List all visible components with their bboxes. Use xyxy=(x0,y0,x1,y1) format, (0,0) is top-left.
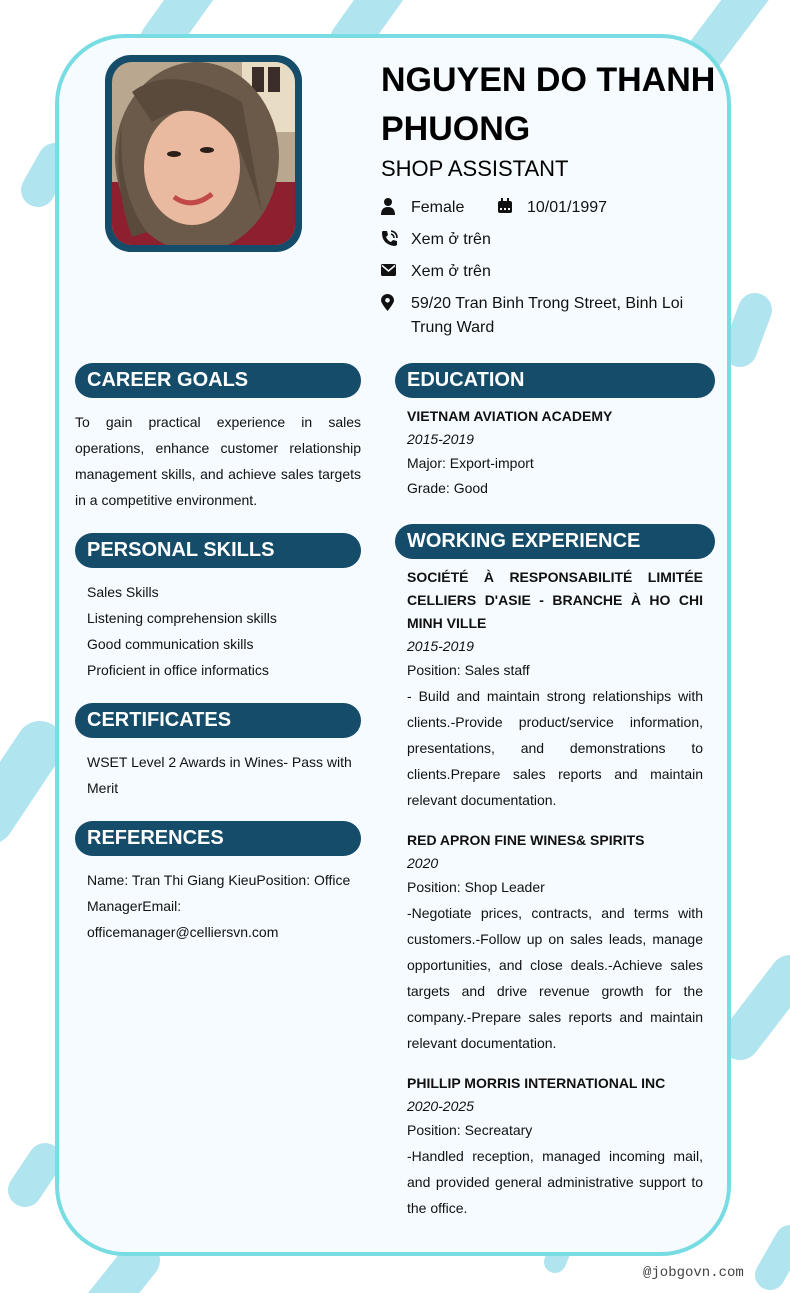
education-entry xyxy=(407,405,703,501)
job-entry xyxy=(407,566,703,813)
gender-value: Female xyxy=(411,199,465,216)
stripe xyxy=(38,160,55,190)
profile-photo-frame xyxy=(105,55,302,252)
job-description: -Negotiate prices, contracts, and terms with customers.-Follow up on sales leads, manage opportunities, and close deals.-Achieve sales targets and drive revenue growth for the company.-Prepare sales reports and maintain relevant documentation. xyxy=(407,905,703,1051)
stripe xyxy=(100,1260,140,1293)
job-period: 2020-2025 xyxy=(407,1098,474,1114)
skill-item: Good communication skills xyxy=(87,636,254,652)
job-entry xyxy=(407,829,703,1056)
job-position: Position: Sales staff xyxy=(407,662,530,678)
job-title: SHOP ASSISTANT xyxy=(381,156,569,181)
company-name: RED APRON FINE WINES& SPIRITS xyxy=(407,832,645,848)
personal-skills-heading: PERSONAL SKILLS xyxy=(75,533,361,568)
address-row xyxy=(381,292,701,340)
job-description: -Handled reception, managed incoming mail, and provided general administrative support to the office. xyxy=(407,1148,703,1216)
stripe xyxy=(740,975,790,1040)
references-heading: REFERENCES xyxy=(75,821,361,856)
birthdate-row xyxy=(497,196,607,220)
skill-item: Listening comprehension skills xyxy=(87,610,277,626)
stripe xyxy=(25,1160,45,1190)
company-name: SOCIÉTÉ À RESPONSABILITÉ LIMITÉE CELLIERS D'ASIE - BRANCHE À HO CHI MINH VILLE xyxy=(407,569,703,631)
education-major: Major: Export-import xyxy=(407,455,534,471)
skills-list xyxy=(87,579,357,683)
phone-icon xyxy=(381,228,411,248)
working-experience-heading: WORKING EXPERIENCE xyxy=(395,524,715,559)
calendar-icon xyxy=(497,196,527,216)
email-value: Xem ở trên xyxy=(411,263,491,280)
skill-item: Sales Skills xyxy=(87,584,159,600)
job-position: Position: Shop Leader xyxy=(407,879,545,895)
candidate-name: NGUYEN DO THANH PHUONG xyxy=(381,61,716,148)
job-period: 2020 xyxy=(407,855,439,871)
job-entry xyxy=(407,1072,703,1221)
job-description: - Build and maintain strong relationships with clients.-Provide product/service information, presentations, and demonstrations to clients.Prepare sales reports and maintain relevant documentation. xyxy=(407,688,703,808)
school-name: VIETNAM AVIATION ACADEMY xyxy=(407,408,613,424)
stripe xyxy=(0,745,40,820)
birthdate-value: 10/01/1997 xyxy=(527,199,608,216)
phone-row xyxy=(381,228,491,252)
certificates-heading: CERTIFICATES xyxy=(75,703,361,738)
certificate-item: WSET Level 2 Awards in Wines- Pass with Merit xyxy=(87,754,352,796)
phone-value: Xem ở trên xyxy=(411,231,491,248)
skill-item: Proficient in office informatics xyxy=(87,662,269,678)
map-pin-icon xyxy=(381,292,411,312)
education-grade: Grade: Good xyxy=(407,480,488,496)
education-heading: EDUCATION xyxy=(395,363,715,398)
job-position: Position: Secreatary xyxy=(407,1122,533,1138)
address-value: 59/20 Tran Binh Trong Street, Binh Loi Trung Ward xyxy=(411,295,684,336)
references-text: Name: Tran Thi Giang KieuPosition: Office ManagerEmail: officemanager@celliersvn.com xyxy=(87,872,351,940)
portrait-image xyxy=(112,62,295,245)
site-watermark: @jobgovn.com xyxy=(643,1265,744,1281)
company-name: PHILLIP MORRIS INTERNATIONAL INC xyxy=(407,1075,666,1091)
stripe xyxy=(700,0,760,60)
career-goals-text: To gain practical experience in sales operations, enhance customer relationship management skills, and achieve sales targets in a competitive environment. xyxy=(75,414,361,508)
career-goals-heading: CAREER GOALS xyxy=(75,363,361,398)
envelope-icon xyxy=(381,260,411,280)
profile-photo xyxy=(112,62,295,245)
stripe xyxy=(740,310,755,350)
education-period: 2015-2019 xyxy=(407,431,474,447)
gender-row xyxy=(381,196,464,220)
stripe xyxy=(770,1240,790,1275)
user-icon xyxy=(381,196,411,216)
job-period: 2015-2019 xyxy=(407,638,474,654)
email-row xyxy=(381,260,491,284)
